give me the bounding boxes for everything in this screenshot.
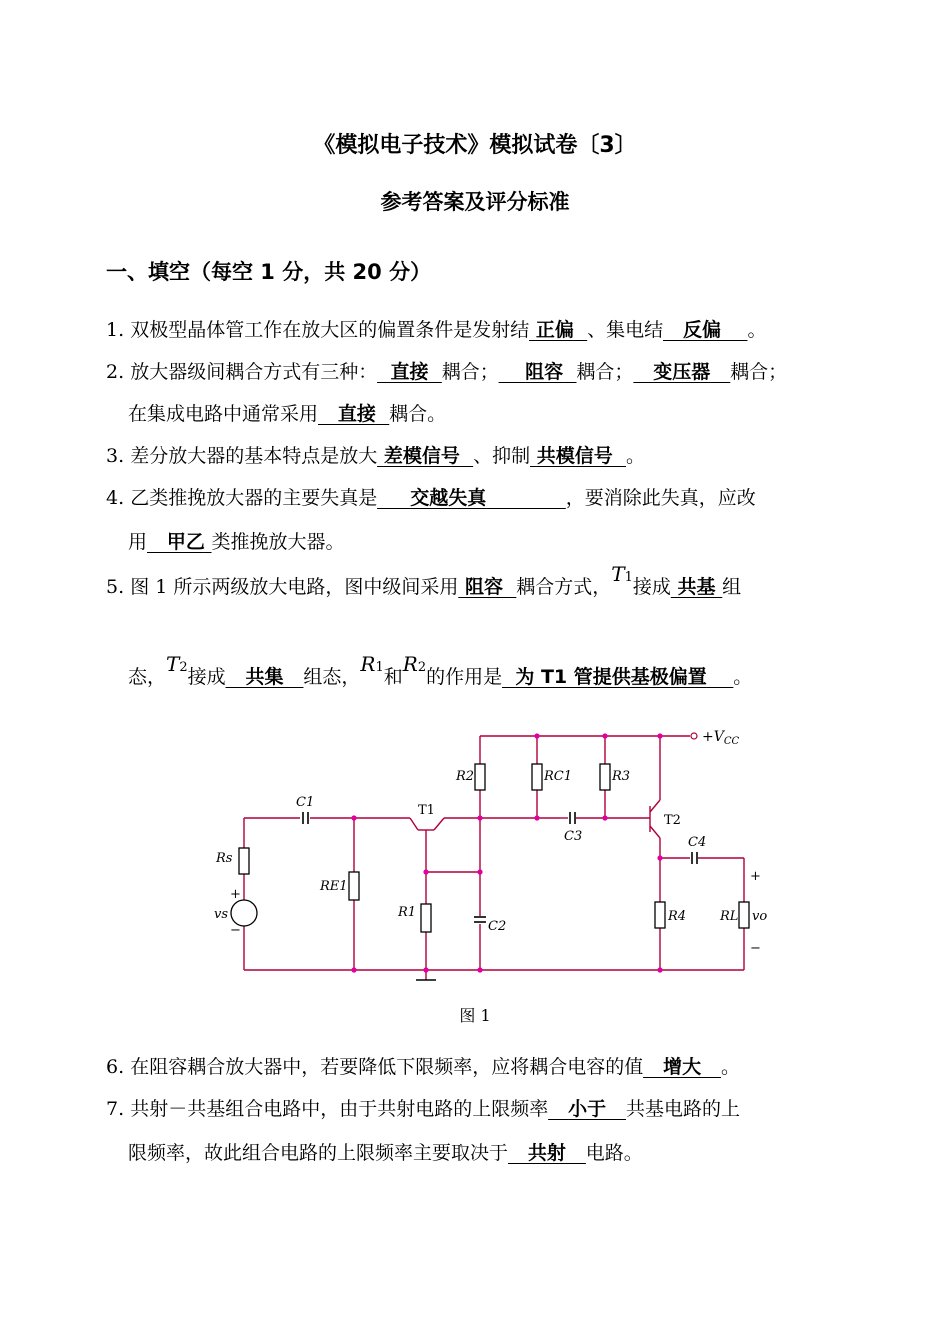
answer-blank: 阻容 bbox=[464, 576, 503, 598]
question-4 bbox=[106, 486, 756, 510]
question-text: 用 bbox=[128, 531, 148, 553]
question-text: 、集电结 bbox=[587, 319, 664, 341]
question-text: 。 bbox=[747, 319, 767, 341]
r4-label: R4 bbox=[668, 909, 687, 924]
rs-label: Rs bbox=[216, 851, 233, 866]
r2-label: R2 bbox=[456, 769, 475, 784]
answer-blank: 差模信号 bbox=[383, 445, 460, 467]
document-subtitle: 参考答案及评分标准 bbox=[380, 190, 570, 214]
question-number: 1. bbox=[106, 319, 125, 341]
document-title: 《模拟电子技术》模拟试卷〔3〕 bbox=[313, 133, 637, 158]
vs-minus-label: − bbox=[230, 923, 241, 938]
question-text: 的作用是 bbox=[426, 666, 503, 688]
answer-blank: 变压器 bbox=[653, 361, 711, 383]
question-text: 、抑制 bbox=[473, 445, 531, 467]
question-text: 耦合。 bbox=[389, 403, 447, 425]
symbol-r1: R bbox=[360, 652, 376, 676]
question-2 bbox=[106, 360, 787, 384]
question-text: 耦合； bbox=[730, 361, 788, 383]
question-text: 组态， bbox=[303, 666, 361, 688]
answer-blank: 直接 bbox=[390, 361, 429, 383]
question-number: 6. bbox=[106, 1056, 125, 1078]
answer-blank: 共模信号 bbox=[536, 445, 613, 467]
question-number: 2. bbox=[106, 361, 125, 383]
answer-blank: 阻容 bbox=[525, 361, 564, 383]
circuit-diagram bbox=[200, 720, 780, 1000]
vo-minus-label: − bbox=[750, 941, 761, 956]
answer-blank: 为 T1 管提供基极偏置 bbox=[515, 666, 707, 688]
question-7 bbox=[106, 1097, 740, 1121]
question-text: 电路。 bbox=[585, 1142, 643, 1164]
question-4-cont bbox=[128, 530, 345, 554]
question-text: 在阻容耦合放大器中，若要降低下限频率，应将耦合电容的值 bbox=[130, 1056, 644, 1078]
t2-label: T2 bbox=[664, 813, 681, 828]
answer-blank: 正偏 bbox=[535, 319, 574, 341]
answer-blank: 反偏 bbox=[682, 319, 721, 341]
vs-plus-label: + bbox=[230, 887, 241, 902]
question-6 bbox=[106, 1055, 740, 1079]
question-7-cont bbox=[128, 1141, 643, 1165]
question-text: 在集成电路中通常采用 bbox=[128, 403, 319, 425]
re1-label: RE1 bbox=[320, 879, 348, 894]
question-text: 耦合方式， bbox=[516, 576, 612, 598]
vcc-label: $+V_{CC}$ bbox=[702, 729, 740, 747]
c2-label: C2 bbox=[488, 919, 507, 934]
vs-label: vs bbox=[214, 907, 229, 922]
rl-label: RL bbox=[720, 909, 739, 924]
symbol-t2: T bbox=[166, 652, 180, 676]
question-5: 5. 图 1 所示两级放大电路，图中级间采用 阻容 耦合方式，T1接成 共基 组 bbox=[106, 562, 742, 598]
answer-blank: 交越失真 bbox=[410, 487, 487, 509]
r3-label: R3 bbox=[612, 769, 631, 784]
question-text: 。 bbox=[733, 666, 753, 688]
question-5-cont: 态，T2接成 共集 组态，R1和R2的作用是 为 T1 管提供基极偏置 。 bbox=[128, 652, 753, 688]
question-text: 。 bbox=[625, 445, 645, 467]
question-text: 共基电路的上 bbox=[625, 1098, 740, 1120]
answer-blank: 增大 bbox=[663, 1056, 702, 1078]
question-text: 图 1 所示两级放大电路，图中级间采用 bbox=[130, 576, 459, 598]
question-text: 和 bbox=[383, 666, 403, 688]
question-number: 4. bbox=[106, 487, 125, 509]
question-text: 态， bbox=[128, 666, 167, 688]
symbol-t1: T bbox=[611, 562, 625, 586]
question-number: 5. bbox=[106, 576, 125, 598]
t1-label: T1 bbox=[418, 803, 435, 818]
question-3 bbox=[106, 444, 645, 468]
question-text: 耦合； bbox=[441, 361, 499, 383]
question-text: 共射－共基组合电路中，由于共射电路的上限频率 bbox=[130, 1098, 549, 1120]
answer-blank: 甲乙 bbox=[166, 531, 205, 553]
question-text: 接成 bbox=[632, 576, 671, 598]
r1-label: R1 bbox=[398, 905, 417, 920]
question-text: 差分放大器的基本特点是放大 bbox=[130, 445, 378, 467]
rc1-label: RC1 bbox=[544, 769, 573, 784]
question-text: 组 bbox=[722, 576, 742, 598]
question-text: 限频率，故此组合电路的上限频率主要取决于 bbox=[128, 1142, 509, 1164]
question-text: ，要消除此失真，应改 bbox=[565, 487, 756, 509]
vo-label: vo bbox=[752, 909, 768, 924]
c3-label: C3 bbox=[564, 829, 583, 844]
section-heading: 一、填空（每空 1 分，共 20 分） bbox=[106, 260, 432, 284]
answer-blank: 共基 bbox=[677, 576, 716, 598]
question-text: 乙类推挽放大器的主要失真是 bbox=[130, 487, 378, 509]
question-2-cont bbox=[128, 402, 446, 426]
c4-label: C4 bbox=[688, 835, 707, 850]
question-text: 耦合； bbox=[576, 361, 634, 383]
question-1 bbox=[106, 318, 766, 342]
question-text: 类推挽放大器。 bbox=[211, 531, 345, 553]
question-text: 双极型晶体管工作在放大区的偏置条件是发射结 bbox=[130, 319, 530, 341]
answer-blank: 小于 bbox=[568, 1098, 607, 1120]
question-text: 接成 bbox=[187, 666, 226, 688]
c1-label: C1 bbox=[296, 795, 315, 810]
question-number: 7. bbox=[106, 1098, 125, 1120]
answer-blank: 共射 bbox=[527, 1142, 566, 1164]
answer-blank: 共集 bbox=[245, 666, 284, 688]
question-text: 。 bbox=[720, 1056, 740, 1078]
vo-plus-label: + bbox=[750, 869, 761, 884]
question-number: 3. bbox=[106, 445, 125, 467]
question-text: 放大器级间耦合方式有三种： bbox=[130, 361, 378, 383]
answer-blank: 直接 bbox=[337, 403, 376, 425]
symbol-r2: R bbox=[402, 652, 418, 676]
figure-caption: 图 1 bbox=[459, 1006, 491, 1025]
